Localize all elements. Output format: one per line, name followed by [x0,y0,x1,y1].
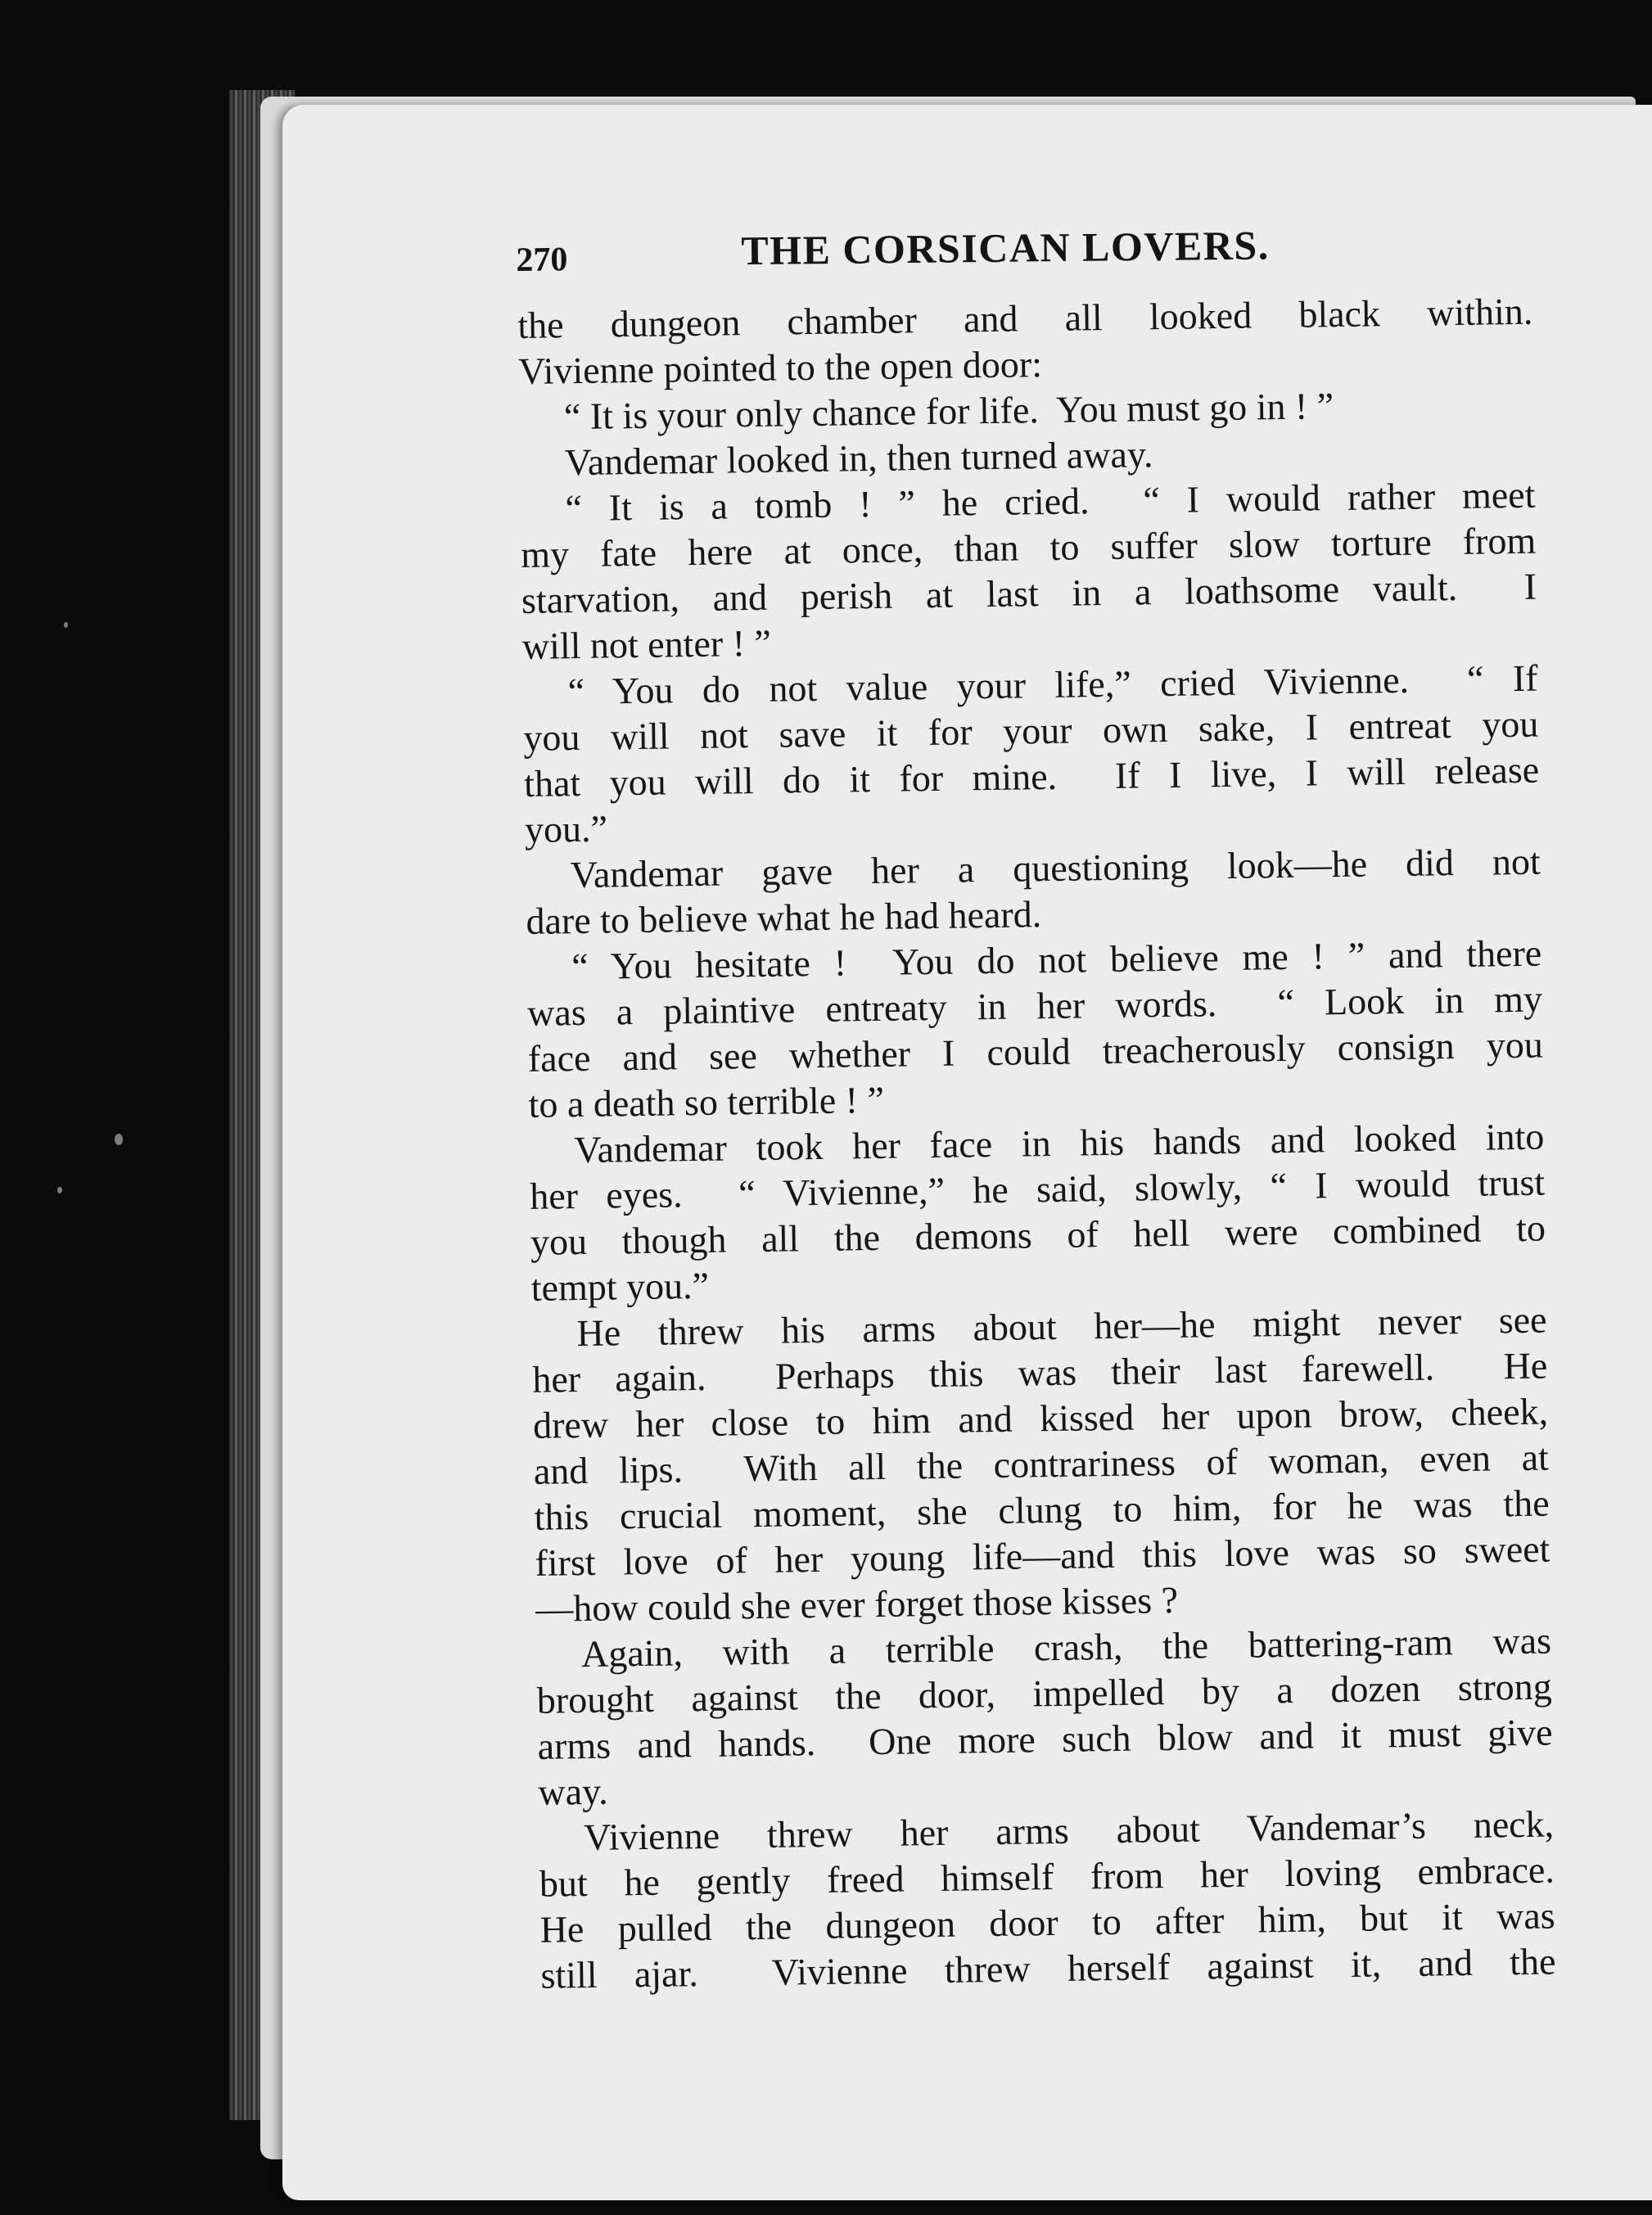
text-line: Vivienne pointed to the open door: [517,343,1043,392]
text-line: Vandemar looked in, then turned away. [564,433,1153,484]
text-line: “ It is a tomb ! ” he cried. “ I would rather meet [565,473,1536,530]
text-line: face and see whether I could treacherously consign you [527,1023,1544,1080]
text-line: to a death so terrible ! ” [528,1078,885,1126]
text-line: and lips. With all the contrariness of woman, even at [533,1436,1550,1492]
text-line: you.” [524,807,608,850]
text-line: the dungeon chamber and all looked black within. [517,290,1533,346]
text-line: “ You hesitate ! You do not believe me ! ” and there [571,932,1542,988]
text-line: dare to believe what he had heard. [526,893,1042,942]
scan-speck [57,1187,62,1193]
text-line: “ It is your only chance for life. You must go in ! ” [563,385,1334,438]
text-line: Vandemar gave her a questioning look—he did not [570,840,1541,896]
text-line: will not enter ! ” [521,621,772,667]
text-line: brought against the door, impelled by a dozen strong [536,1665,1553,1721]
body-text [517,289,1556,1999]
text-line: arms and hands. One more such blow and it must give [537,1711,1553,1767]
scan-speck [64,622,68,628]
page-number: 270 [516,241,568,279]
text-line: tempt you.” [530,1264,710,1309]
text-line: first love of her young life—and this love was so sweet [535,1527,1550,1584]
text-line: “ You do not value your life,” cried Vivienne. “ If [567,656,1538,713]
text-line: still ajar. Vivienne threw herself against it, and the [540,1940,1556,1996]
text-line: her eyes. “ Vivienne,” he said, slowly, “ I would trust [529,1161,1546,1217]
text-line: her again. Perhaps this was their last farewell. He [532,1344,1548,1401]
text-line: He pulled the dungeon door to after him, but it was [539,1894,1555,1951]
scan-speck [115,1134,123,1145]
text-line: Again, with a terrible crash, the battering-ram was [580,1619,1552,1676]
text-line: my fate here at once, than to suffer slow torture from [520,519,1537,575]
text-line: that you will do it for mine. If I live, I will release [523,748,1540,805]
text-line: He threw his arms about her—he might never see [576,1298,1547,1355]
page-header [516,219,1540,295]
text-line: —how could she ever forget those kisses ? [535,1578,1179,1630]
text-line: starvation, and perish at last in a loathsome vault. I [521,565,1537,621]
text-line: you will not save it for your own sake, I entreat you [523,702,1539,759]
text-line: but he gently freed himself from her loving embrace. [539,1848,1555,1905]
text-line: Vivienne threw her arms about Vandemar’s neck, [583,1802,1555,1859]
text-line: this crucial moment, she clung to him, for he was the [534,1482,1550,1538]
text-line: way. [538,1770,608,1813]
running-title: THE CORSICAN LOVERS. [740,222,1270,274]
text-line: you though all the demons of hell were combined to [530,1207,1546,1263]
text-line: Vandemar took her face in his hands and looked into [574,1115,1545,1171]
text-line: was a plaintive entreaty in her words. “ Look in my [526,977,1543,1034]
text-line: drew her close to him and kissed her upon brow, cheek, [532,1390,1549,1446]
